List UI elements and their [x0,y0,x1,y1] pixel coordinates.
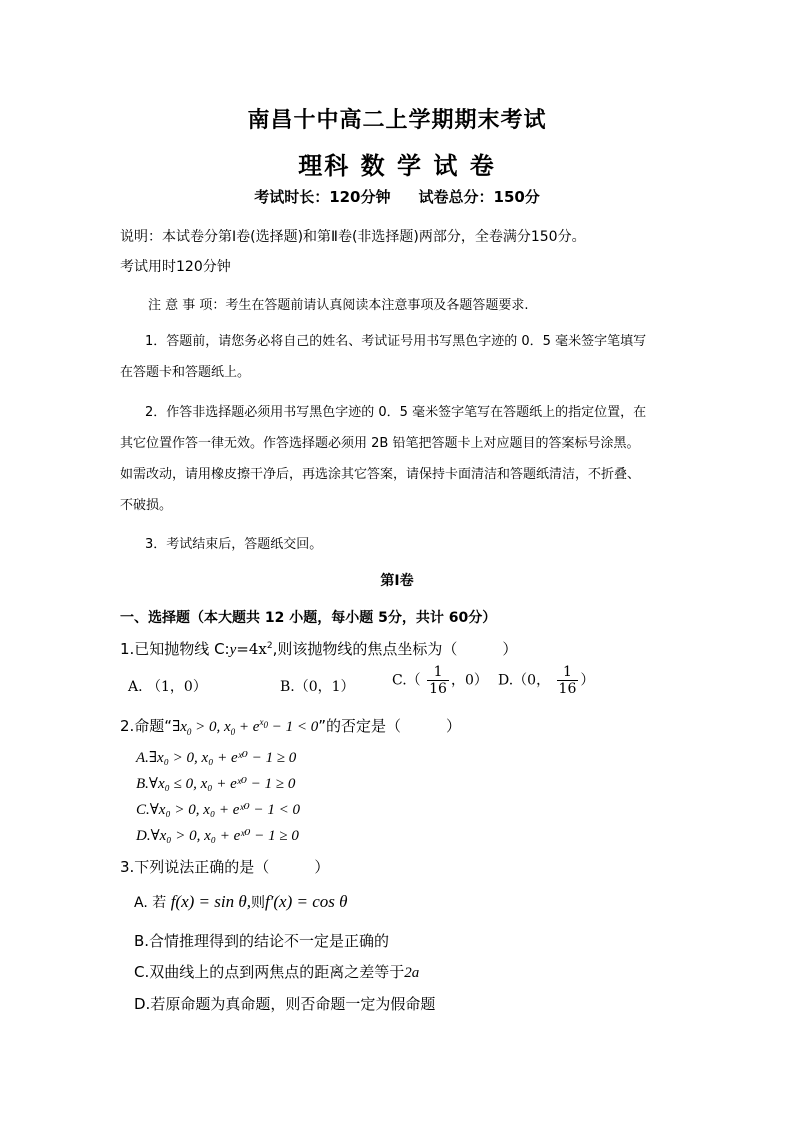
q1-opt-c-num: 1 [427,664,449,681]
q1-eq-exp: 2 [266,641,273,651]
q2-formula-exists: ∃x [172,719,187,735]
q1-opt-c-prefix: C.（ [392,672,421,689]
q1-eq-y: y [229,642,237,658]
note-3: 3．考试结束后，答题纸交回。 [145,537,323,552]
q2-stem-suffix: ”的否定是（ ） [318,717,461,735]
q1-stem-prefix: 1.已知抛物线 C: [120,640,230,658]
question-1-stem [120,638,517,659]
question-3-stem: 3.下列说法正确的是（ ） [120,858,330,876]
q1-opt-d-suffix: ） [580,672,595,689]
q1-stem-suffix: ,则该抛物线的焦点坐标为（ ） [272,640,518,658]
q1-opt-d-den: 16 [558,681,577,697]
part-one-heading [120,607,496,627]
question-2-option-b: B.∀x₀ ≤ 0, x₀ + eˣ⁰ − 1 ≥ 0 [136,776,296,792]
note-1-line-2: 在答题卡和答题纸上。 [120,365,251,380]
q3-opt-a-mid: 则 [250,895,265,911]
q2-stem-prefix: 2.命题“ [120,717,173,735]
question-3-option-b: B.合情推理得到的结论不一定是正确的 [134,932,390,950]
question-3-option-d: D.若原命题为真命题，则否命题一定为假命题 [134,995,436,1013]
note-2-line-3: 如需改动，请用橡皮擦干净后，再选涂其它答案，请保持卡面清洁和答题纸清洁，不折叠、 [120,467,641,482]
question-1-option-d [498,664,594,697]
question-2-stem [120,715,461,736]
note-2-line-1: 2．作答非选择题必须用书写黑色字迹的 0．5 毫米签字笔写在答题纸上的指定位置，在 [145,405,647,420]
intro-line-1: 说明：本试卷分第Ⅰ卷(选择题)和第Ⅱ卷(非选择题)两部分，全卷满分150分。 [120,229,586,245]
q3-opt-a-formula-2: f′(x) = cos θ [264,892,348,911]
question-2-option-c: C.∀x₀ > 0, x₀ + eˣ⁰ − 1 < 0 [136,802,300,818]
question-1-option-a: A. （1，0） [128,679,207,695]
q1-opt-d-fraction [557,664,579,697]
exam-total-score: 试卷总分：150分 [418,188,540,206]
note-2-line-4: 不破损。 [120,498,173,513]
part-one-label: 一、选择题（本大题共 12 小题，每小题 5分，共计 60分） [120,610,497,626]
exam-meta [0,186,794,207]
q1-opt-c-suffix: ，0） [450,672,488,689]
question-2-option-d: D.∀x₀ > 0, x₀ + eˣ⁰ − 1 ≥ 0 [136,828,299,844]
school-exam-title: 南昌十中高二上学期期末考试 [247,108,547,133]
intro-line-2: 考试用时120分钟 [120,259,231,275]
question-1-option-c [392,664,488,697]
note-1-line-1: 1．答题前，请您务必将自己的姓名、考试证号用书写黑色字迹的 0．5 毫米签字笔填写 [145,334,647,349]
subject-title: 理科 数 学 试 卷 [298,152,496,180]
question-3-option-a [134,892,348,912]
note-2-line-2: 其它位置作答一律无效。作答选择题必须用 2B 铅笔把答题卡上对应题目的答案标号涂黑。 [120,436,640,451]
question-2-option-a: A.∃x₀ > 0, x₀ + eˣ⁰ − 1 ≥ 0 [136,750,297,766]
volume-title: 第Ⅰ卷 [380,573,414,589]
q3-opt-a-prefix: A. 若 [134,895,167,911]
q1-opt-c-den: 16 [429,681,447,697]
q3-opt-a-formula-1: f(x) = sin θ, [170,892,251,911]
q3-opt-c-var: 2a [404,965,420,981]
notes-heading: 注 意 事 项：考生在答题前请认真阅读本注意事项及各题答题要求. [148,298,529,313]
q1-opt-d-prefix: D.（0， [498,672,551,689]
q3-opt-c-prefix: C.双曲线上的点到两焦点的距离之差等于 [134,963,405,981]
question-3-option-c [134,961,419,982]
q2-stem-formula: $\exists x_0 > 0$, $x_0 + e^{x_0} - 1 < 0$ [172,717,319,737]
q1-eq-rhs: =4x [236,640,267,658]
question-1-option-b: B.（0，1） [280,679,355,695]
q1-opt-c-fraction [427,664,449,697]
q1-opt-d-num: 1 [557,664,579,681]
exam-duration: 考试时长：120分钟 [254,188,391,206]
